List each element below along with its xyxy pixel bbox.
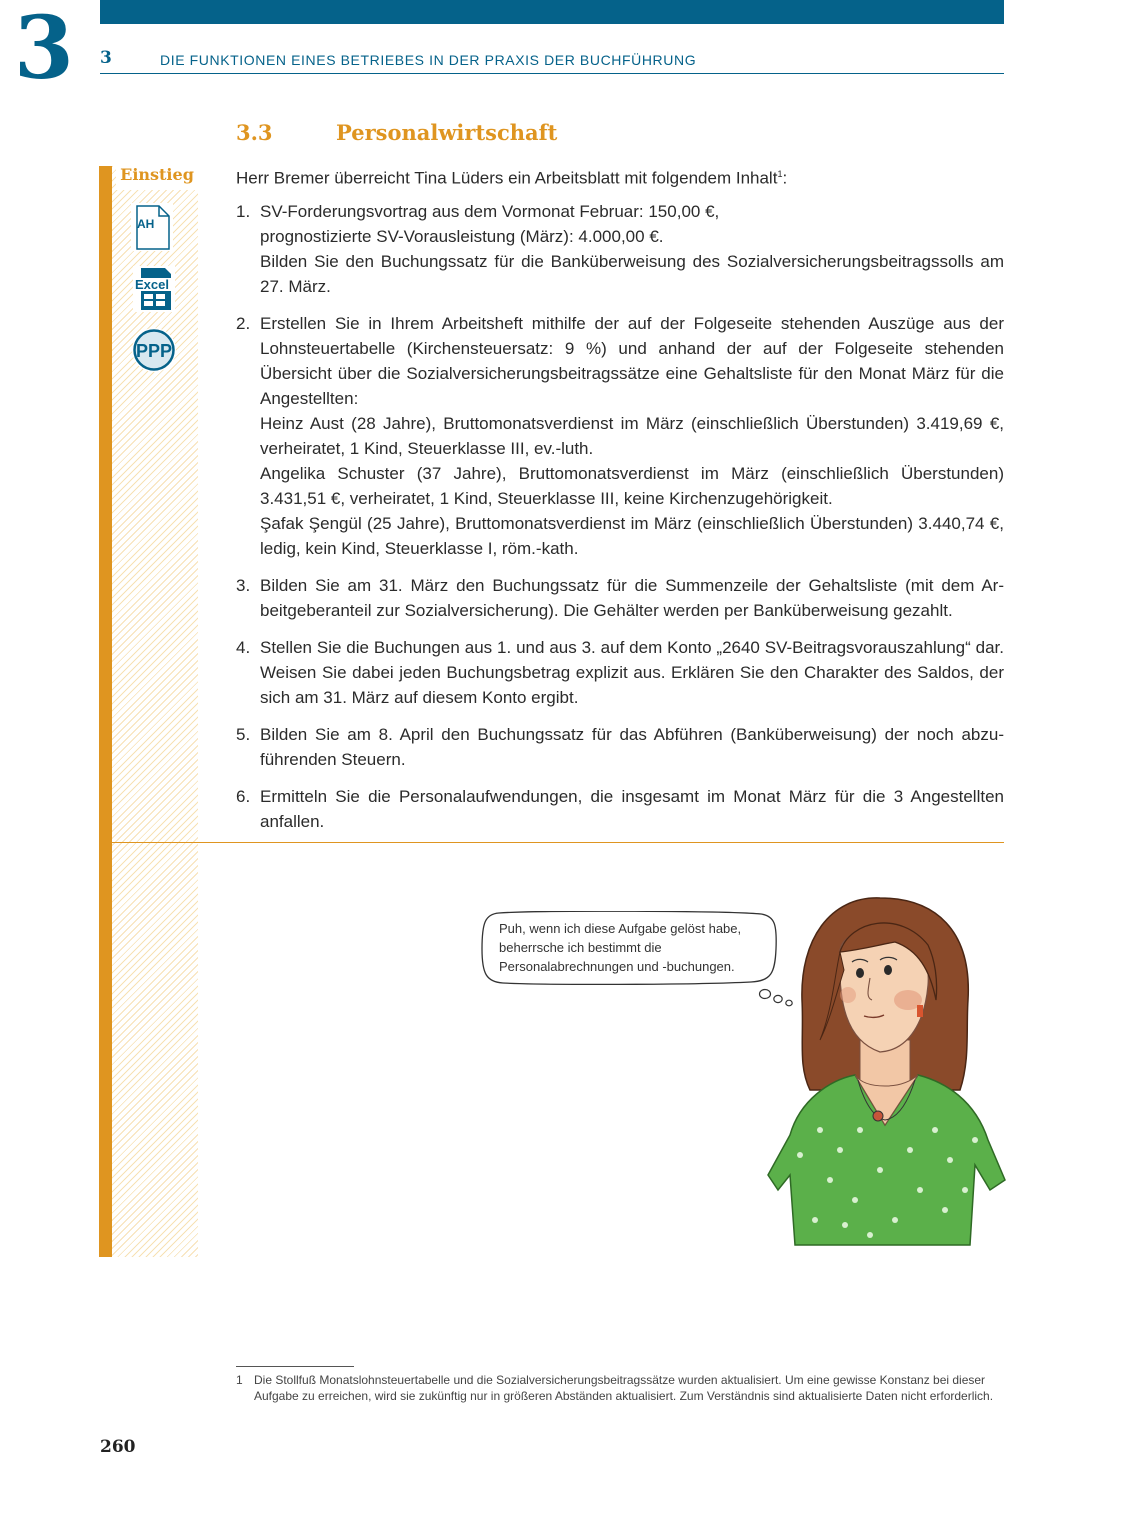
task-number: 5. <box>236 725 251 744</box>
task-paragraph: SV-Forderungsvortrag aus dem Vormonat Februar: 150,00 €, <box>260 202 720 221</box>
task-number: 3. <box>236 576 251 595</box>
intro-paragraph <box>236 162 1004 191</box>
ah-document-icon[interactable] <box>131 203 173 251</box>
task-paragraph: Bilden Sie am 8. April den Buchungssatz für das Abführen (Banküberweisung) der noch abzuführenden Steuern. <box>260 725 1004 769</box>
task-list <box>236 199 1004 846</box>
task-paragraph: Stellen Sie die Buchungen aus 1. und aus 3. auf dem Konto „2640 SV-Beitragsvorauszahlung“ dar. Weisen Sie dabei jeden Buchungsbetrag explizit aus. Erklären Sie den Charakter des Saldos, der sich am 31. März auf diesem Konto ergibt. <box>260 638 1004 707</box>
footnote-reference[interactable]: 1 <box>777 169 783 179</box>
footnote-separator <box>236 1366 354 1367</box>
task-paragraph: Ermitteln Sie die Personalaufwendungen, die insgesamt im Monat März für die 3 Angestellten anfallen. <box>260 787 1004 831</box>
einstieg-label: Einstieg <box>116 164 198 190</box>
task-number: 2. <box>236 314 251 333</box>
ah-icon-text: AH <box>137 217 155 231</box>
chapter-number-large: 3 <box>14 0 74 99</box>
task-number: 6. <box>236 787 251 806</box>
task-number: 4. <box>236 638 251 657</box>
task-paragraph: Bilden Sie am 31. März den Buchungssatz für die Summenzeile der Gehaltsliste (mit dem Arbeitgeberanteil zur Sozialversicherung). Die Gehälter werden per Banküberweisung gezahlt. <box>260 576 1004 620</box>
task-item <box>236 311 1004 561</box>
task-item <box>236 722 1004 772</box>
running-header-chapter-number: 3 <box>100 48 112 68</box>
running-header <box>100 47 1004 74</box>
footnote-text: Die Stollfuß Monatslohnsteuertabelle und die Sozialversicherungsbeitragssätze wurden aktualisiert. Um eine gewisse Konstanz bei dieser Aufgabe zu erreichen, wird sie zukünftig nur in größeren Abständen aktualisiert. Zum Verständnis sind aktualisierte Daten nicht erforderlich. <box>254 1373 994 1403</box>
intro-text: Herr Bremer überreicht Tina Lüders ein Arbeitsblatt mit folgendem Inhalt <box>236 168 778 188</box>
footnote <box>236 1372 1004 1404</box>
task-paragraph: prognostizierte SV-Vorausleistung (März): 4.000,00 €. <box>260 227 664 246</box>
task-item <box>236 784 1004 834</box>
running-header-title: DIE FUNKTIONEN EINES BETRIEBES IN DER PRAXIS DER BUCHFÜHRUNG <box>160 52 697 68</box>
ppp-icon-text: PPP <box>135 341 173 361</box>
woman-illustration <box>760 890 1010 1250</box>
section-number: 3.3 <box>236 120 273 145</box>
einstieg-side-bar <box>99 166 112 1257</box>
task-number: 1. <box>236 202 251 221</box>
task-item <box>236 573 1004 623</box>
task-item <box>236 635 1004 710</box>
ppp-icon[interactable] <box>132 328 176 372</box>
task-paragraph: Şafak Şengül (25 Jahre), Bruttomonatsverdienst im März (einschließlich Überstunden) 3.440,74 €, ledig, kein Kind, Steuerklasse I, röm.-kath. <box>260 514 1004 558</box>
top-color-bar <box>100 0 1004 24</box>
excel-icon[interactable] <box>133 266 175 312</box>
task-paragraph: Erstellen Sie in Ihrem Arbeitsheft mithilfe der auf der Folgeseite stehenden Auszüge aus der Lohnsteuertabelle (Kirchensteuersatz: 9 %) und anhand der auf der Folgeseite stehenden Übersicht über die Sozialversicherungsbeitragssätze eine Gehaltsliste für den Monat März für die Angestellten: <box>260 314 1004 408</box>
task-item <box>236 199 1004 299</box>
task-paragraph: Bilden Sie den Buchungssatz für die Banküberweisung des Sozialversicherungsbeitragssolls am 27. März. <box>260 252 1004 296</box>
section-title: Personalwirtschaft <box>336 120 558 145</box>
task-paragraph: Angelika Schuster (37 Jahre), Bruttomonatsverdienst im März (einschließlich Überstunden) 3.431,51 €, verheiratet, 1 Kind, Steuerklasse III, keine Kirchenzugehörigkeit. <box>260 464 1004 508</box>
task-paragraph: Heinz Aust (28 Jahre), Bruttomonatsverdienst im März (einschließlich Überstunden) 3.419,69 €, verheiratet, 1 Kind, Steuerklasse III, ev.-luth. <box>260 414 1004 458</box>
intro-tail: : <box>782 168 788 188</box>
thought-bubble-text: Puh, wenn ich diese Aufgabe gelöst habe, beherrsche ich bestimmt die Personalabrechnungen und -buchungen. <box>499 921 742 974</box>
page-number: 260 <box>100 1437 136 1457</box>
footnote-number: 1 <box>236 1373 243 1387</box>
excel-icon-text: Excel <box>135 277 169 292</box>
